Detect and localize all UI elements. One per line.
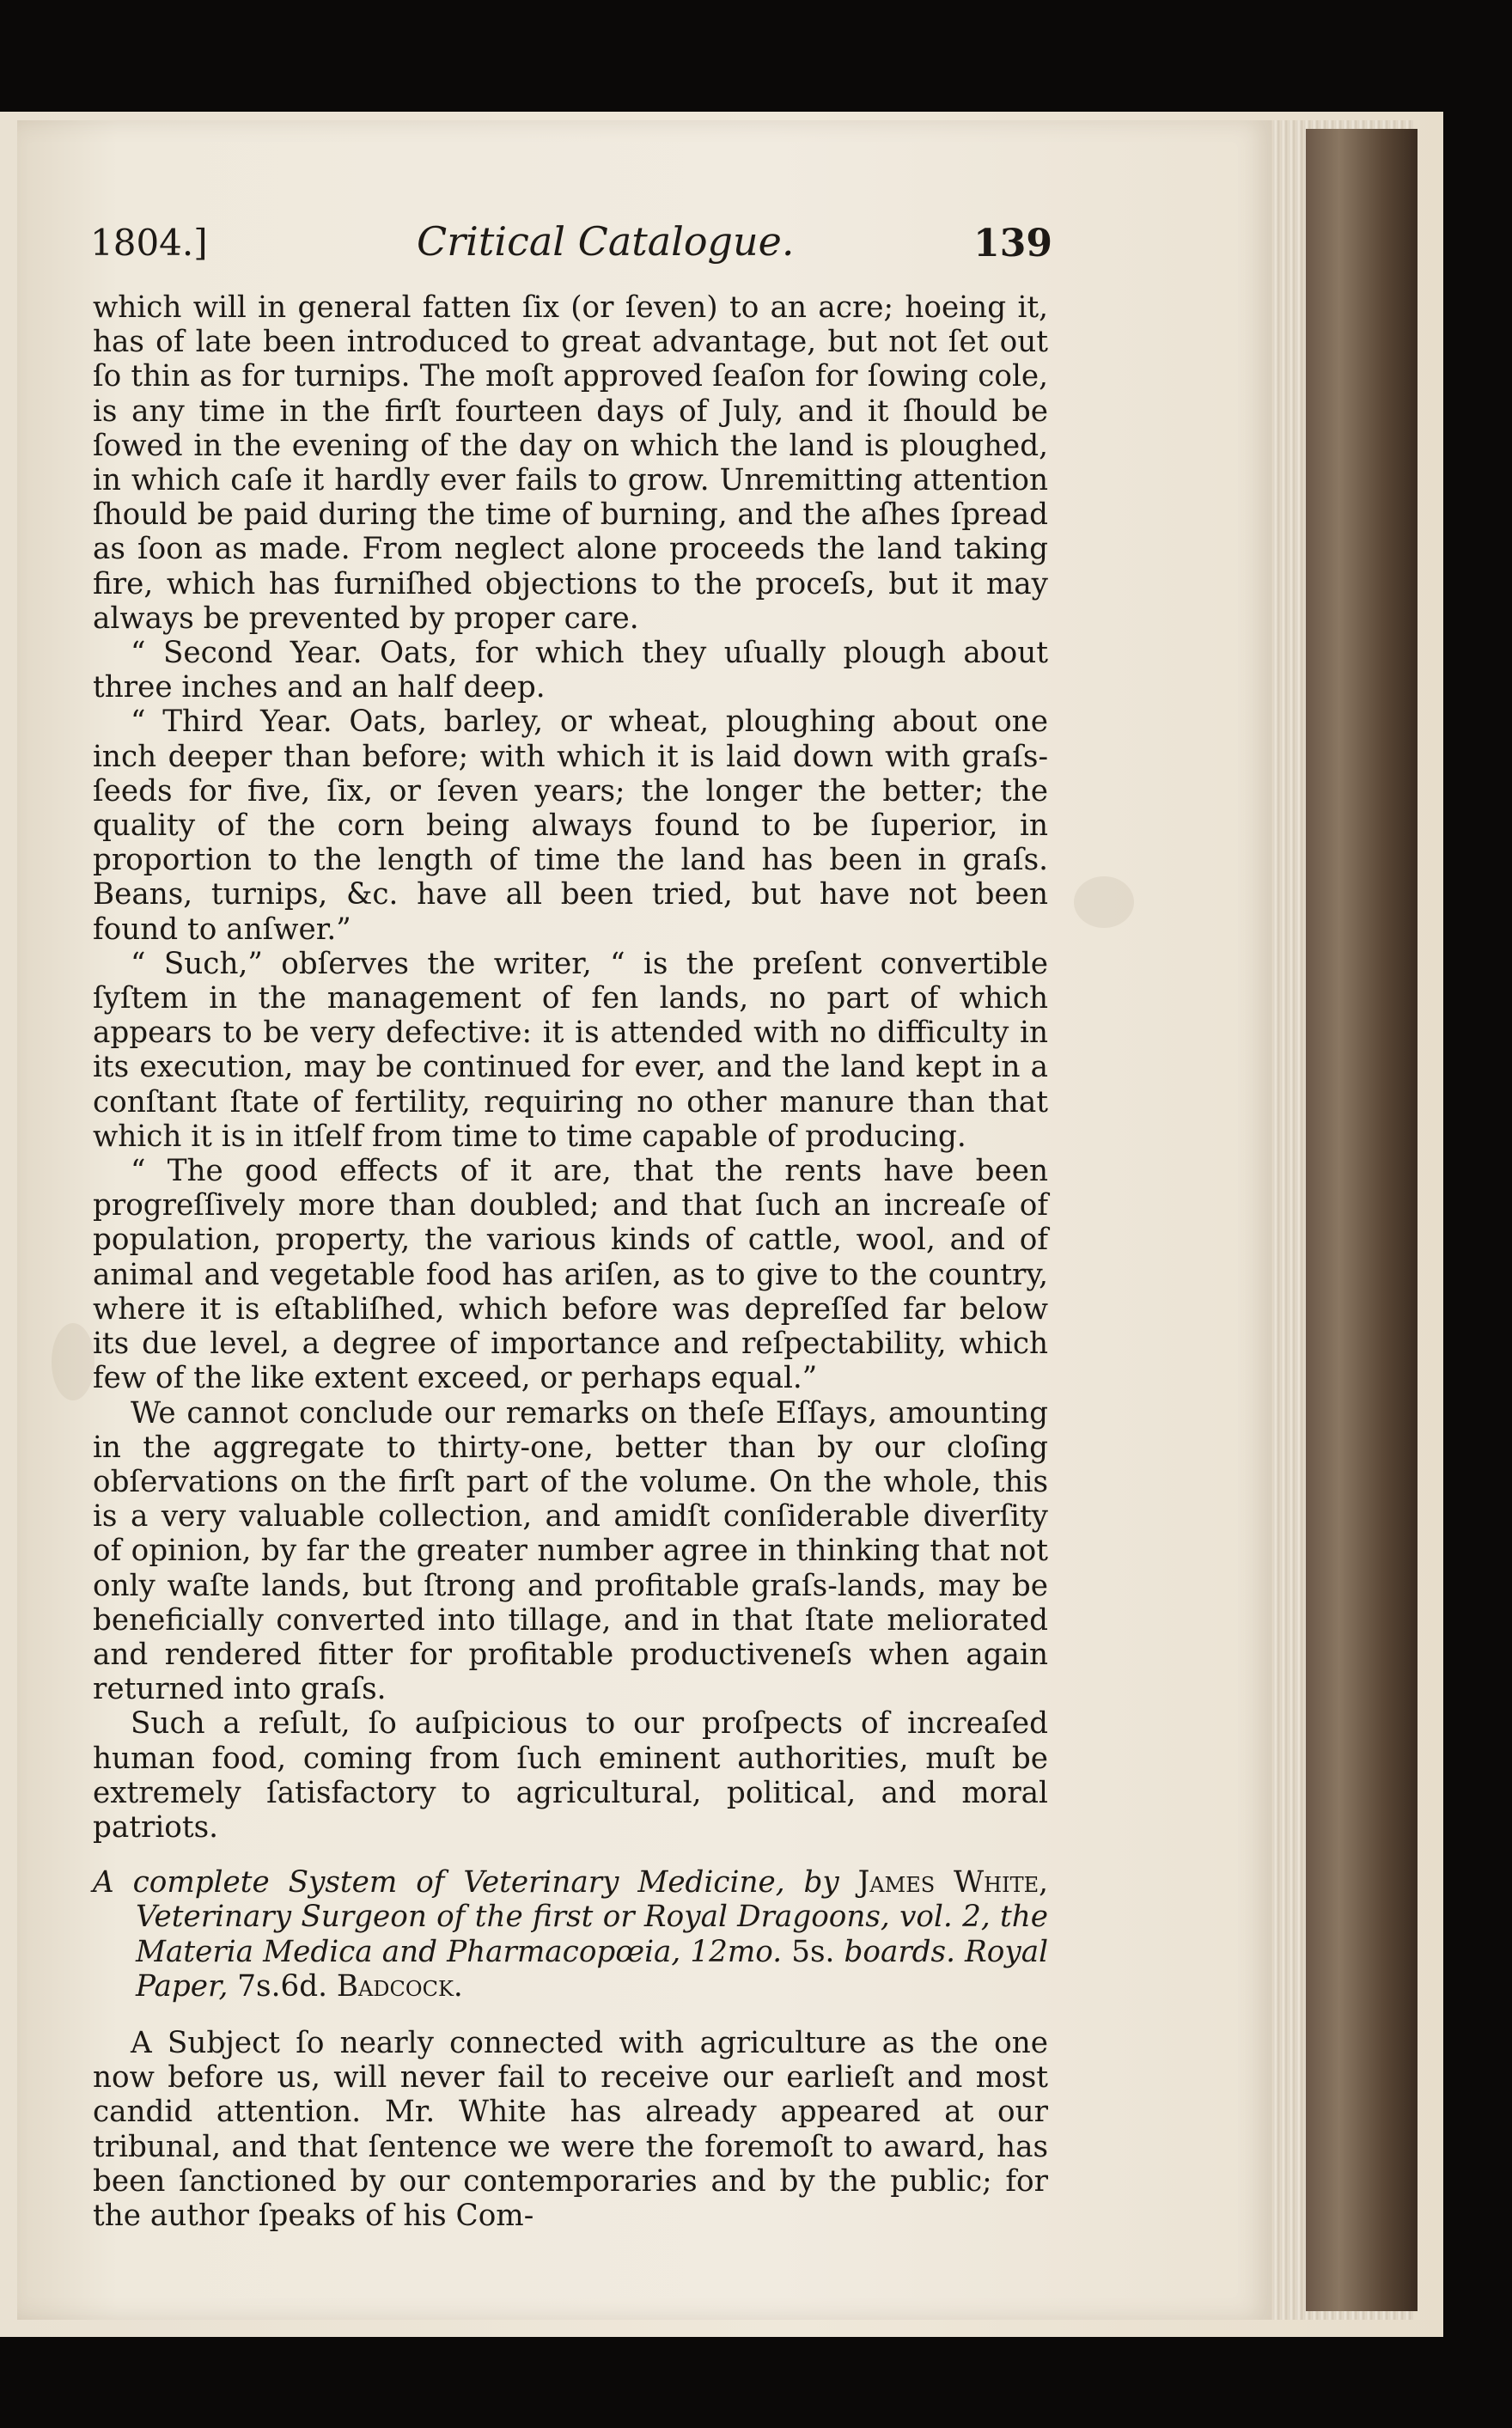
page-text bbox=[93, 290, 1048, 2233]
entry-title-cont: Veterinary Surgeon of the first or Royal Dragoons, vol. 2, the Materia Medica and Pharmacopœia, 12mo. bbox=[136, 1900, 1048, 1969]
paragraph: which will in general fatten ſix (or ſeven) to an acre; hoeing it, has of late been introduced to great advantage, but not ſet out ſo thin as for turnips. The moſt approved ſeaſon for ſowing cole, is any time in the firſt fourteen days of July, and it ſhould be ſowed in the evening of the day on which the land is ploughed, in which caſe it hardly ever fails to grow. Unremitting attention ſhould be paid during the time of burning, and the aſhes ſpread as ſoon as made. From neglect alone proceeds the land taking fire, which has furniſhed objections to the proceſs, but it may always be prevented by proper care. bbox=[93, 290, 1048, 636]
catalogue-entry bbox=[93, 1865, 1048, 2004]
paragraph: “ Third Year. Oats, barley, or wheat, ploughing about one inch deeper than before; with which it is laid down with graſs-ſeeds for five, ſix, or ſeven years; the longer the better; the quality of the corn being always found to be ſuperior, in proportion to the length of time the land has been in graſs. Beans, turnips, &c. have all been tried, but have not been found to anſwer.” bbox=[93, 705, 1048, 947]
paragraph: “ The good effects of it are, that the rents have been progreſſively more than doubled; and that ſuch an increaſe of population, property, the various kinds of cattle, wool, and of animal and vegetable food has ariſen, as to give to the country, where it is eſtabliſhed, which before was depreſſed far below its due level, a degree of importance and reſpectability, which few of the like extent exceed, or perhaps equal.” bbox=[93, 1154, 1048, 1396]
entry-publisher: Badcock. bbox=[336, 1968, 463, 2004]
header-year: 1804.] bbox=[90, 222, 208, 264]
book-cover-edge bbox=[1306, 129, 1418, 2311]
paragraph: “ Second Year. Oats, for which they uſually plough about three inches and an half deep. bbox=[93, 636, 1048, 705]
paper-stain bbox=[52, 1323, 94, 1400]
entry-price-royal: 7s.6d. bbox=[237, 1968, 327, 2004]
paragraph: Such a reſult, ſo auſpicious to our proſpects of increaſed human food, coming from ſuch eminent authorities, muſt be extremely ſatisfactory to agricultural, political, and moral patriots. bbox=[93, 1706, 1048, 1845]
header-title: Critical Catalogue. bbox=[417, 218, 795, 265]
paragraph: We cannot conclude our remarks on theſe Eſſays, amounting in the aggregate to thirty-one, better than by our cloſing obſervations on the firſt part of the volume. On the whole, this is a very valuable collection, and amidſt conſiderable diverſity of opinion, by far the greater number agree in thinking that not only waſte lands, but ſtrong and profitable graſs-lands, may be beneficially converted into tillage, and in that ſtate meliorated and rendered fitter for profitable productiveneſs when again returned into graſs. bbox=[93, 1395, 1048, 1707]
paragraph: “ Such,” obſerves the writer, “ is the preſent convertible ſyſtem in the management of fen lands, no part of which appears to be very defective: it is attended with no difficulty in its execution, may be continued for ever, and the land kept in a conſtant ſtate of fertility, requiring no other manure than that which it is in itſelf from time to time capable of producing. bbox=[93, 946, 1048, 1154]
paragraph: A Subject ſo nearly connected with agriculture as the one now before us, will never fail to receive our earlieſt and most candid attention. Mr. White has already appeared at our tribunal, and that ſentence we were the foremoſt to award, has been ſanctioned by our contemporaries and by the public; for the author ſpeaks of his Com- bbox=[93, 2025, 1048, 2233]
entry-author: James White, bbox=[857, 1865, 1048, 1900]
entry-title: A complete System of Veterinary Medicine, by bbox=[93, 1865, 839, 1900]
running-header bbox=[90, 218, 1052, 273]
paper-stain bbox=[1074, 876, 1134, 928]
entry-binding: boards. Royal Paper, bbox=[136, 1934, 1049, 2004]
page-number: 139 bbox=[973, 222, 1052, 265]
entry-price: 5s. bbox=[791, 1934, 835, 1969]
